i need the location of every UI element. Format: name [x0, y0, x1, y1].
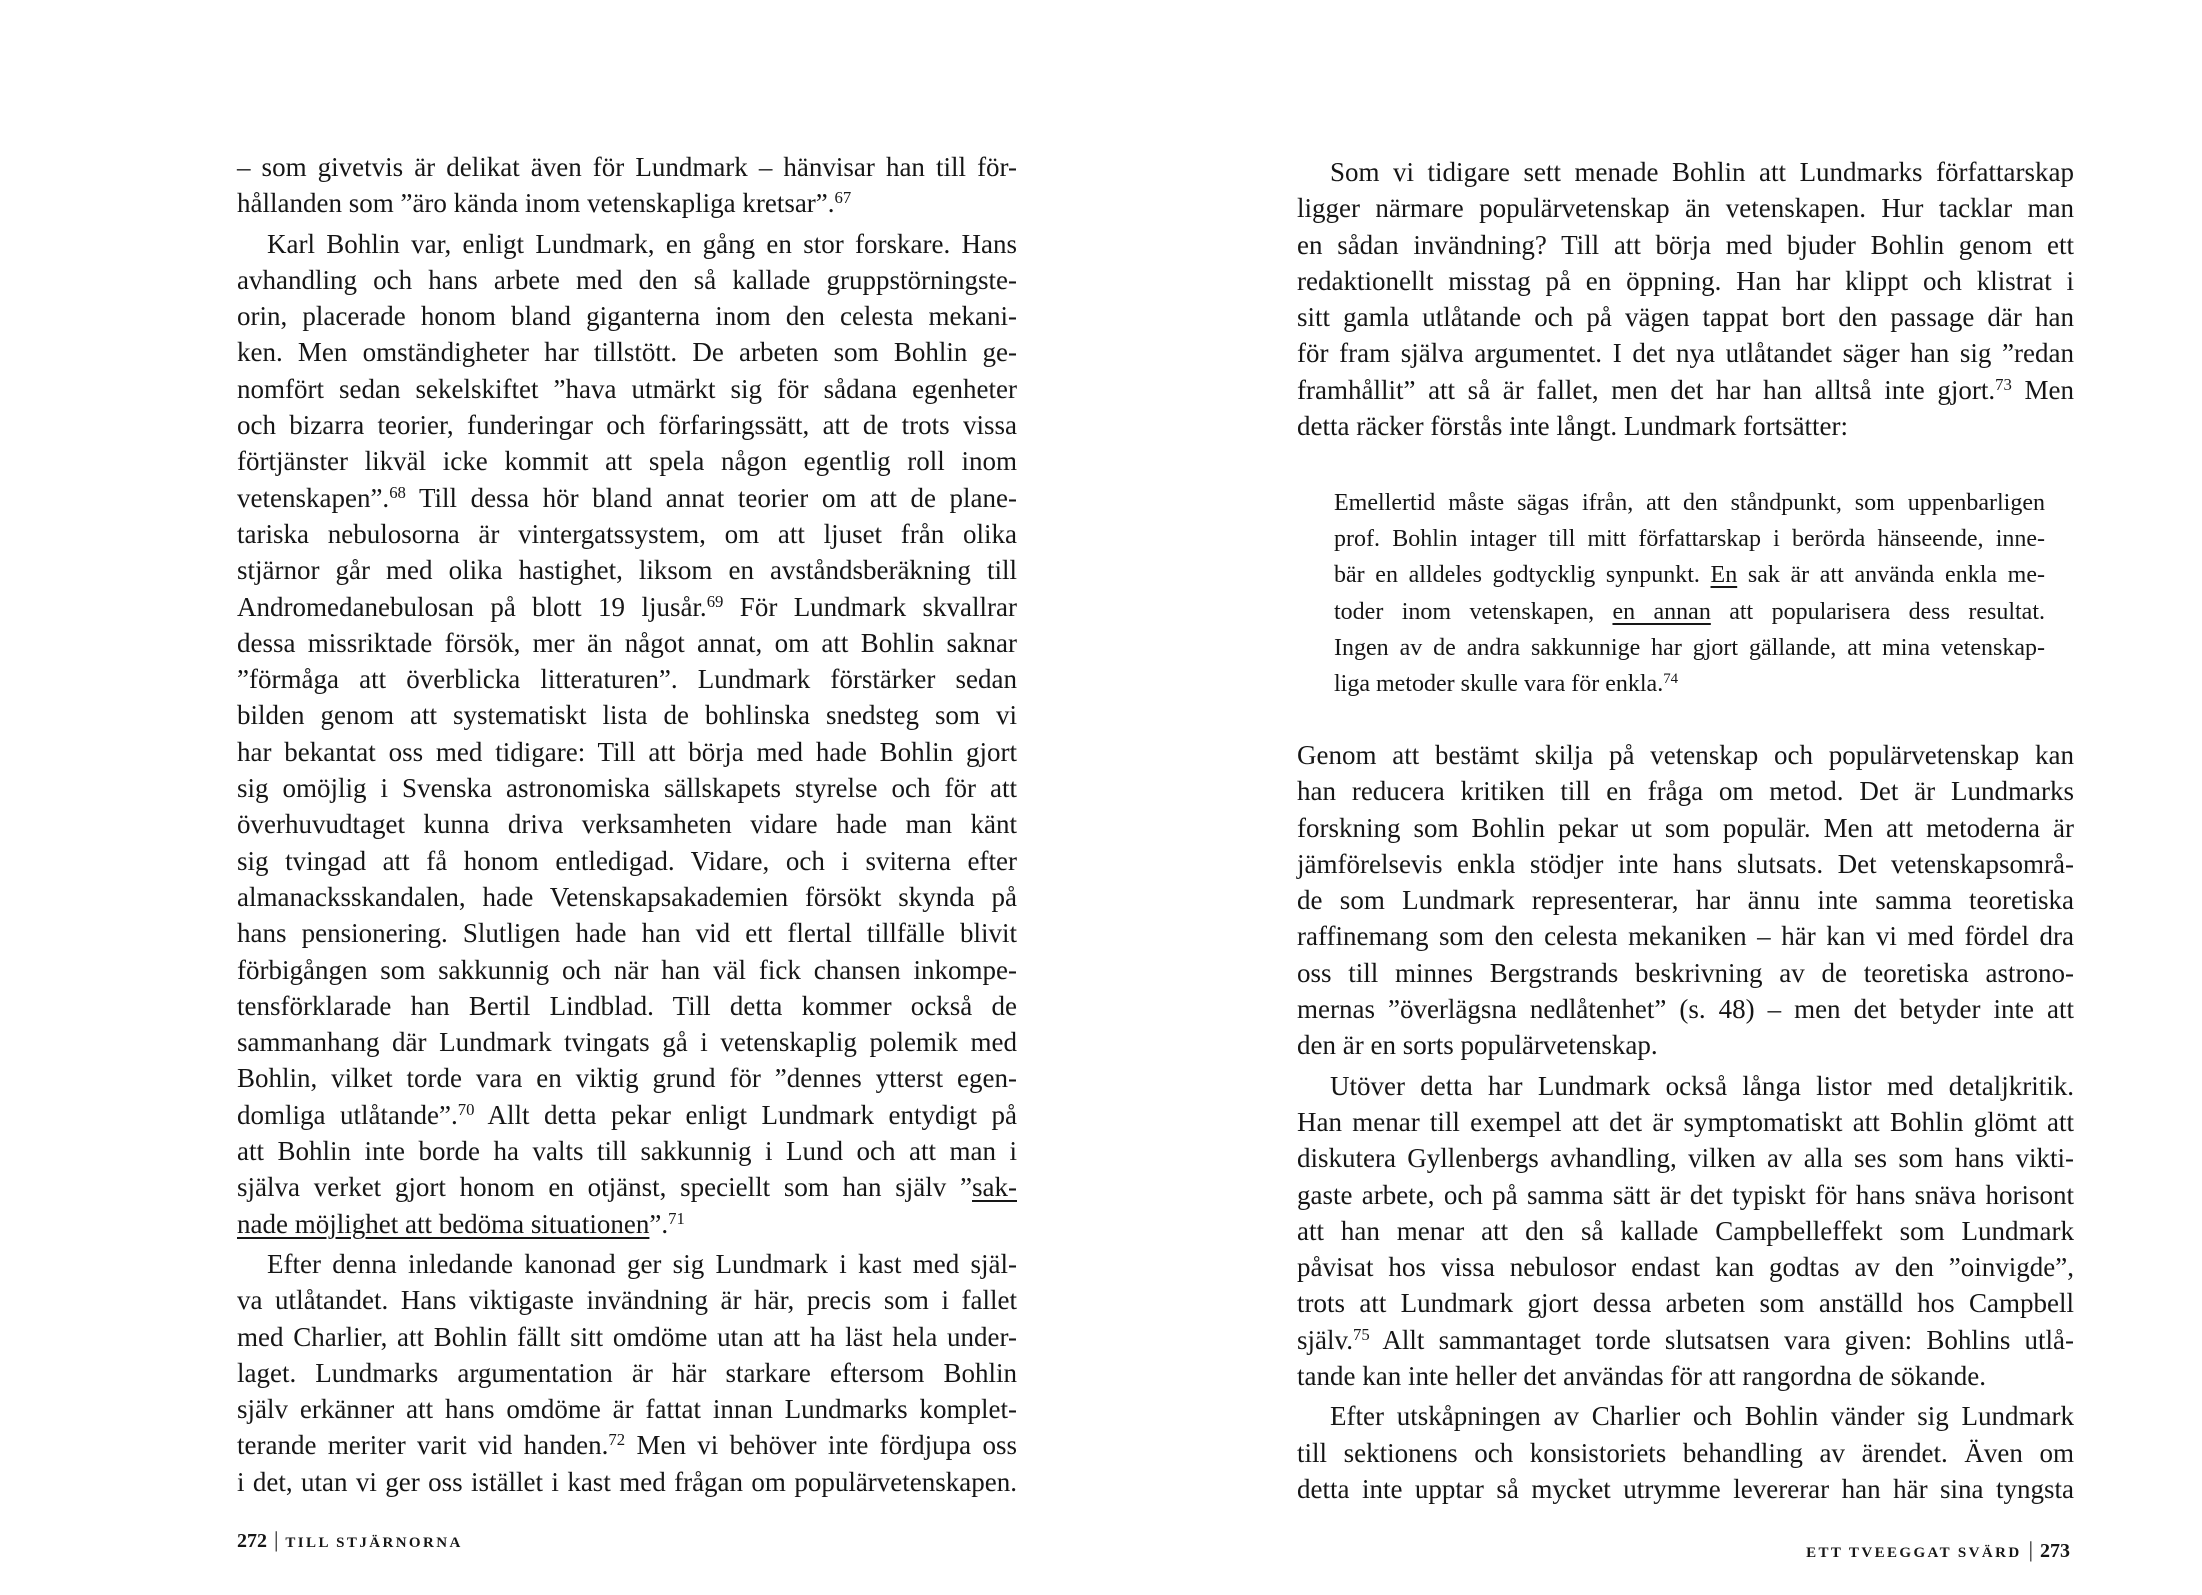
text-run: Till dessa hör bland annat teorier om att de plane-	[405, 482, 1017, 513]
text-line: sammanhang där Lundmark tvingats gå i vetenskaplig polemik med	[237, 1027, 1017, 1058]
text-line: Bohlin, vilket torde vara en viktig grund för ”dennes ytterst egen-	[237, 1063, 1017, 1094]
page-number: 273	[2040, 1540, 2070, 1562]
footnote-marker: 75	[1353, 1324, 1370, 1344]
text-run: Men	[2011, 374, 2074, 405]
paragraph	[1297, 737, 2074, 1064]
page-footer	[237, 1527, 463, 1556]
paragraph	[1297, 1068, 2074, 1395]
text-run: sak är att använda enkla me-	[1737, 562, 2045, 589]
text-line	[237, 1169, 1017, 1205]
text-line: den är en sorts populärvetenskap.	[1297, 1030, 1658, 1061]
text-line: stjärnor går med olika hastighet, liksom en avståndsberäkning till	[237, 555, 1017, 586]
text-run: Men vi behöver inte fördjupa oss	[625, 1430, 1017, 1461]
text-line: detta inte upptar så mycket utrymme levererar han här sina tyngsta	[1297, 1473, 2074, 1504]
text-run: vetenskapen”.	[237, 482, 390, 513]
text-line	[237, 1206, 1017, 1242]
text-line: detta räcker förstås inte långt. Lundmark fortsätter:	[1297, 411, 1849, 442]
paragraph	[237, 1246, 1017, 1500]
text-line: forskning som Bohlin pekar ut som populär. Men att metoderna är	[1297, 812, 2074, 843]
text-line: överhuvudtaget kunna driva verksamheten vidare hade man känt	[237, 809, 1017, 840]
quote-paragraph	[1334, 485, 2045, 702]
text-line: va utlåtandet. Hans viktigaste invändning är här, precis som i fallet	[237, 1285, 1017, 1316]
body-text-column	[237, 149, 1017, 1500]
text-run: hållanden som ”äro kända inom vetenskapliga kretsar”.	[237, 188, 835, 219]
text-run: Andromedanebulosan på blott 19 ljusår.	[237, 591, 707, 622]
underlined-text: nade möjlighet att bedöma situationen	[237, 1208, 650, 1239]
text-line: och bizarra teorier, funderingar och förfaringssätt, att de trots vissa	[237, 410, 1017, 441]
body-text-column	[1297, 154, 2074, 444]
paragraph	[1297, 1398, 2074, 1507]
underlined-text: en annan	[1612, 598, 1711, 625]
text-line: han reducera kritiken till en fråga om metod. Det är Lundmarks	[1297, 776, 2074, 807]
text-line	[1297, 1322, 2074, 1358]
text-line: laget. Lundmarks argumentation är här starkare eftersom Bohlin	[237, 1357, 1017, 1388]
text-line: ligger närmare populärvetenskap än vetenskapen. Hur tacklar man	[1297, 193, 2074, 224]
text-line: gaste arbete, och på samma sätt är det typiskt för hans snäva horisont	[1297, 1179, 2074, 1210]
footnote-marker: 72	[608, 1430, 626, 1450]
text-run: domliga utlåtande”.	[237, 1099, 458, 1130]
text-line: tensförklarade han Bertil Lindblad. Till detta kommer också de	[237, 990, 1017, 1021]
text-line: mernas ”överlägsna nedlåtenhet” (s. 48) – men det betyder inte att	[1297, 994, 2074, 1025]
text-line: diskutera Gyllenbergs avhandling, vilken av alla ses som hans vikti-	[1297, 1143, 2074, 1174]
text-line: Karl Bohlin var, enligt Lundmark, en gång en stor forskare. Hans	[267, 228, 1017, 259]
text-line: de som Lundmark representerar, har ännu inte samma teoretiska	[1297, 885, 2074, 916]
text-line: Ingen av de andra sakkunnige har gjort gällande, att mina vetenskap-	[1334, 634, 2045, 661]
footnote-marker: 67	[834, 188, 852, 208]
text-run: bär en alldeles godtycklig synpunkt.	[1334, 562, 1711, 589]
text-line: i det, utan vi ger oss istället i kast med frågan om populärvetenskapen.	[237, 1466, 1017, 1497]
footer-separator: |	[274, 1527, 279, 1552]
text-line: redaktionellt misstag på en öppning. Han har klippt och klistrat i	[1297, 265, 2074, 296]
text-line	[237, 185, 1017, 221]
text-line: dessa missriktade försök, mer än något annat, om att Bohlin saknar	[237, 627, 1017, 658]
footnote-marker: 69	[706, 591, 724, 611]
text-line: sig omöjlig i Svenska astronomiska sällskapets styrelse och för att	[237, 773, 1017, 804]
paragraph	[237, 149, 1017, 222]
text-line: jämförelsevis enkla stödjer inte hans slutsats. Det vetenskapsområ-	[1297, 848, 2074, 879]
text-line	[1334, 594, 2045, 630]
text-run: Allt detta pekar enligt Lundmark entydigt på	[474, 1099, 1018, 1130]
page-number: 272	[237, 1530, 267, 1552]
running-head: TILL STJÄRNORNA	[285, 1535, 463, 1551]
text-run: toder inom vetenskapen,	[1334, 598, 1613, 625]
text-line	[1334, 666, 2045, 702]
footnote-marker: 74	[1663, 670, 1679, 687]
text-line	[237, 1097, 1017, 1133]
text-line	[1297, 372, 2074, 408]
text-line: att Bohlin inte borde ha valts till sakkunnig i Lund och att man i	[237, 1136, 1017, 1167]
text-line: har bekantat oss med tidigare: Till att börja med hade Bohlin gjort	[237, 736, 1017, 767]
text-run: själv.	[1297, 1324, 1353, 1355]
text-line: oss till minnes Bergstrands beskrivning av de teoretiska astrono-	[1297, 957, 2074, 988]
text-line	[1334, 557, 2045, 593]
text-line: Emellertid måste sägas ifrån, att den ståndpunkt, som uppenbarligen	[1334, 490, 2045, 516]
text-line: ”förmåga att överblicka litteraturen”. Lundmark förstärker sedan	[237, 664, 1017, 695]
text-line	[237, 1427, 1017, 1463]
text-line: Utöver detta har Lundmark också långa listor med detaljkritik.	[1330, 1070, 2074, 1101]
text-line: trots att Lundmark gjort dessa arbeten som anställd hos Campbell	[1297, 1288, 2074, 1319]
footnote-marker: 68	[389, 482, 406, 502]
text-line: Efter denna inledande kanonad ger sig Lundmark i kast med själ-	[267, 1248, 1017, 1279]
text-line: förbigången som sakkunnig och när han väl fick chansen inkompe-	[237, 954, 1017, 985]
text-line: sig tvingad att få honom entledigad. Vidare, och i sviterna efter	[237, 845, 1017, 876]
text-line: att han menar att den så kallade Campbelleffekt som Lundmark	[1297, 1215, 2074, 1246]
text-line: bilden genom att systematiskt lista de bohlinska snedsteg som vi	[237, 700, 1017, 731]
text-line: förtjänster likväl icke kommit att spela någon egentlig roll inom	[237, 446, 1017, 477]
running-head: ETT TVEEGGAT SVÄRD	[1806, 1545, 2022, 1561]
text-run: Allt sammantaget torde slutsatsen vara given: Bohlins utlå-	[1369, 1324, 2074, 1355]
text-line: – som givetvis är delikat även för Lundmark – hänvisar han till för-	[237, 152, 1017, 182]
underlined-text: En	[1710, 562, 1738, 589]
block-quote	[1334, 485, 2045, 702]
text-run: att popularisera dess resultat.	[1710, 598, 2045, 625]
paragraph	[237, 226, 1017, 1242]
text-line: almanacksskandalen, hade Vetenskapsakademien försökt skynda på	[237, 881, 1017, 912]
text-line: till sektionens och konsistoriets behandling av ärendet. Även om	[1297, 1437, 2074, 1468]
text-line: ken. Men omständigheter har tillstött. De arbeten som Bohlin ge-	[237, 337, 1017, 368]
page-footer	[1806, 1537, 2070, 1566]
footnote-marker: 71	[668, 1208, 685, 1228]
text-line: Som vi tidigare sett menade Bohlin att Lundmarks författarskap	[1330, 157, 2074, 187]
text-line	[237, 589, 1017, 625]
text-line: tariska nebulosorna är vintergatssystem, om att ljuset från olika	[237, 518, 1017, 549]
text-line: Genom att bestämt skilja på vetenskap och populärvetenskap kan	[1297, 740, 2074, 770]
text-line: orin, placerade honom bland giganterna inom den celesta mekani-	[237, 301, 1017, 332]
text-line: Han menar till exempel att det är symptomatiskt att Bohlin glömt att	[1297, 1106, 2074, 1137]
footer-separator: |	[2028, 1537, 2033, 1562]
text-line: för fram själva argumentet. I det nya utlåtandet säger han sig ”redan	[1297, 338, 2074, 369]
footnote-marker: 73	[1995, 374, 2012, 394]
text-run: framhållit” att så är fallet, men det har han alltså inte gjort.	[1297, 374, 1996, 405]
body-text-column	[1297, 737, 2074, 1507]
text-line: hans pensionering. Slutligen hade han vid ett flertal tillfälle blivit	[237, 918, 1017, 949]
text-run: själva verket gjort honom en otjänst, speciellt som han själv ”	[237, 1172, 973, 1203]
text-run: ”.	[649, 1208, 669, 1239]
text-line: påvisat hos vissa nebulosor endast kan godtas av den ”oinvigde”,	[1297, 1252, 2074, 1283]
text-line: en sådan invändning? Till att börja med bjuder Bohlin genom ett	[1297, 229, 2074, 260]
text-line: raffinemang som den celesta mekaniken – här kan vi med fördel dra	[1297, 921, 2074, 952]
text-line: själv erkänner att hans omdöme är fattat innan Lundmarks komplet-	[237, 1394, 1017, 1425]
footnote-marker: 70	[457, 1099, 475, 1119]
text-line: med Charlier, att Bohlin fällt sitt omdöme utan att ha läst hela under-	[237, 1321, 1017, 1352]
text-run: terande meriter varit vid handen.	[237, 1430, 609, 1461]
text-line: prof. Bohlin intager till mitt författarskap i berörda hänseende, inne-	[1334, 526, 2045, 553]
text-line: nomfört sedan sekelskiftet ”hava utmärkt sig för sådana egenheter	[237, 373, 1017, 404]
text-line: tande kan inte heller det användas för att rangordna de sökande.	[1297, 1361, 1986, 1392]
text-line: sitt gamla utlåtande och på vägen tappat bort den passage där han	[1297, 302, 2074, 333]
text-run: För Lundmark skvallrar	[723, 591, 1017, 622]
text-line: Efter utskåpningen av Charlier och Bohlin vänder sig Lundmark	[1330, 1401, 2074, 1432]
underlined-text: sak-	[972, 1172, 1017, 1203]
paragraph	[1297, 154, 2074, 444]
text-line: avhandling och hans arbete med den så kallade gruppstörningste-	[237, 264, 1017, 295]
text-run: liga metoder skulle vara för enkla.	[1334, 670, 1664, 697]
text-line	[237, 480, 1017, 516]
